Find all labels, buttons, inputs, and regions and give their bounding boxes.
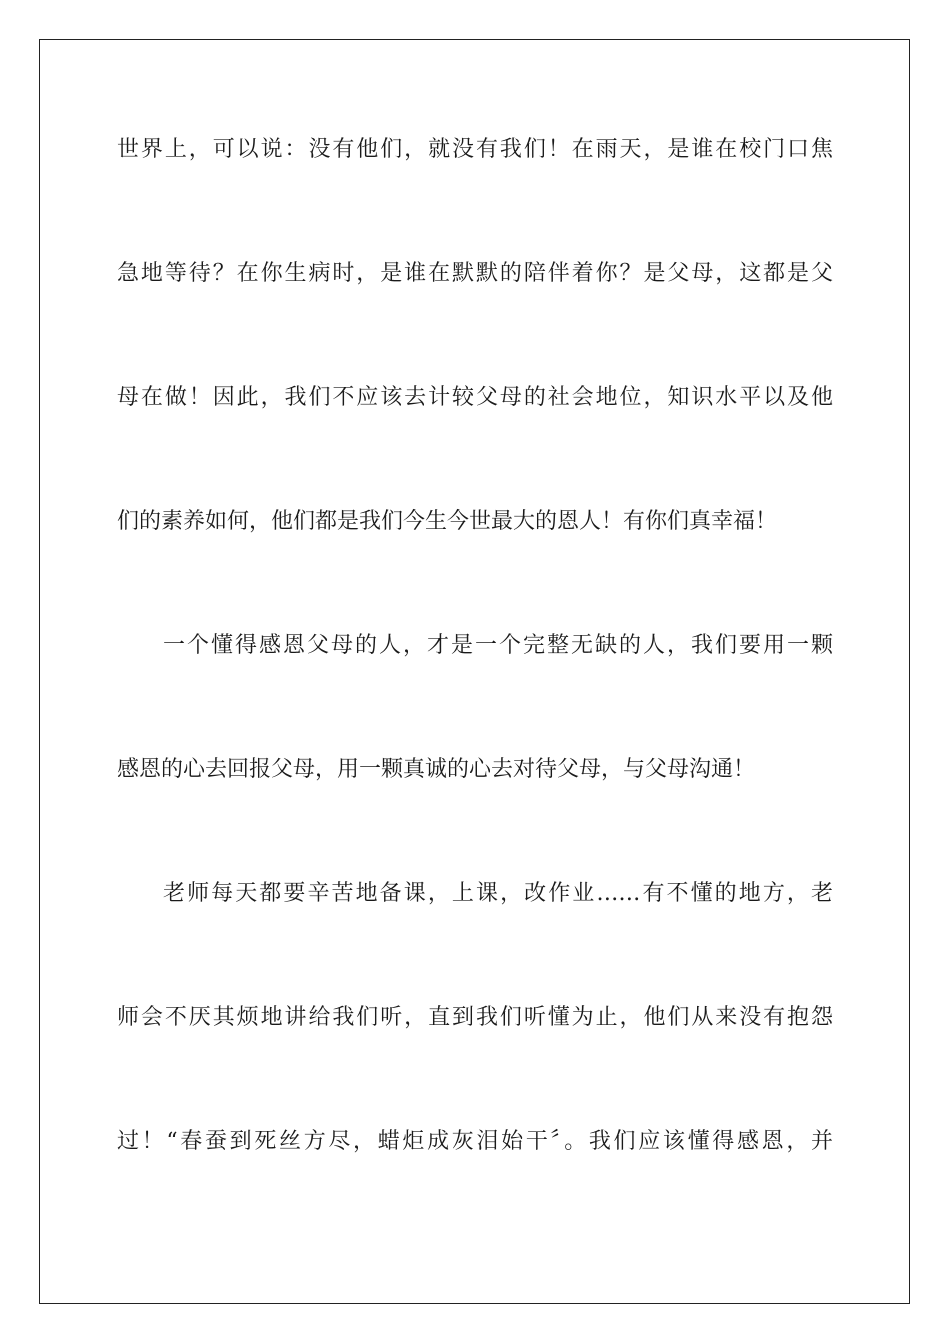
paragraph-line-7: 老师每天都要辛苦地备课，上课，改作业……有不懂的地方，老 <box>163 881 833 906</box>
paragraph-line-1: 世界上，可以说：没有他们，就没有我们！在雨天，是谁在校门口焦 <box>117 137 833 162</box>
paragraph-line-2: 急地等待？在你生病时，是谁在默默的陪伴着你？是父母，这都是父 <box>117 261 833 286</box>
paragraph-line-9: 过！“春蚕到死丝方尽，蜡炬成灰泪始干〞。我们应该懂得感恩，并 <box>117 1129 833 1154</box>
paragraph-line-6: 感恩的心去回报父母，用一颗真诚的心去对待父母，与父母沟通！ <box>117 757 756 782</box>
paragraph-line-8: 师会不厌其烦地讲给我们听，直到我们听懂为止，他们从来没有抱怨 <box>117 1005 833 1030</box>
page-border <box>39 39 910 1304</box>
paragraph-line-5: 一个懂得感恩父母的人，才是一个完整无缺的人，我们要用一颗 <box>163 633 833 658</box>
paragraph-line-3: 母在做！因此，我们不应该去计较父母的社会地位，知识水平以及他 <box>117 385 833 410</box>
paragraph-line-4: 们的素养如何，他们都是我们今生今世最大的恩人！有你们真幸福！ <box>117 509 778 534</box>
